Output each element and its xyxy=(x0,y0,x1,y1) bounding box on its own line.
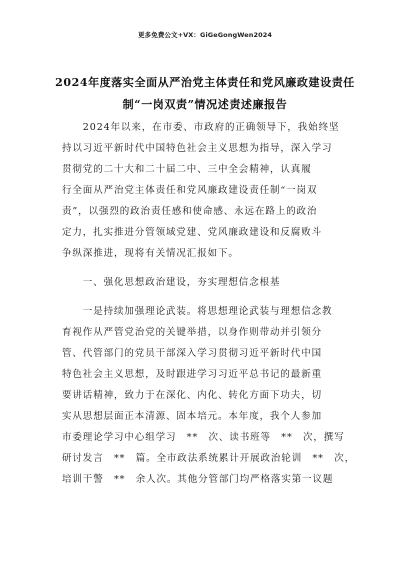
text-line: 贯彻党的二十大和二十届二中、三中全会精神，认真履 xyxy=(62,164,312,175)
section-heading: 一、强化思想政治建设，夯实理想信念根基 xyxy=(62,277,281,288)
text-line: 实从思想层面正本清源、固本培元。本年度，我个人参加 xyxy=(62,411,323,422)
text-line: 持以习近平新时代中国特色社会主义思想为指导，深入学习 xyxy=(62,143,333,154)
text-line: 争纵深推进，现将有关情况汇报如下。 xyxy=(62,248,239,259)
text-line: 行全面从严治党主体责任和党风廉政建设责任制“一岗双 xyxy=(62,185,318,196)
text-line: 研讨发言 ** 篇。全市政法系统累计开展政治轮训 ** 次， xyxy=(62,453,356,464)
title-line-2: 制“一岗双责”情况述责述廉报告 xyxy=(122,98,288,111)
text-line: 市委理论学习中心组学习 ** 次、读书班等 ** 次，撰写 xyxy=(62,432,345,443)
text-line: 育视作从严管党治党的关键举措，以身作则带动并引领分 xyxy=(62,327,323,338)
text-line: 培训干警 ** 余人次。其他分管部门均严格落实第一议题 xyxy=(62,474,334,485)
document-title xyxy=(40,72,370,116)
header-note: 更多免费公文+VX：GiGeGongWen2024 xyxy=(138,31,272,39)
text-line: 管、代管部门的党员干部深入学习贯彻习近平新时代中国 xyxy=(62,348,323,359)
text-line: 要讲话精神，致力于在深化、内化、转化方面下功夫，切 xyxy=(62,390,323,401)
document-body xyxy=(62,117,356,490)
text-line: 2024年以来，在市委、市政府的正确领导下，我始终坚 xyxy=(62,122,340,133)
text-line: 特色社会主义思想，及时跟进学习习近平总书记的最新重 xyxy=(62,369,323,380)
text-line: 定力，扎实推进分管领域党建、党风廉政建设和反腐败斗 xyxy=(62,227,323,238)
text-line: 一是持续加强理论武装。将思想理论武装与理想信念教 xyxy=(62,306,333,317)
intro-paragraph xyxy=(62,117,352,264)
title-line-1: 2024年度落实全面从严治党主体责任和党风廉政建设责任 xyxy=(55,76,355,89)
text-line: 责”，以强烈的政治责任感和使命感、永远在路上的政治 xyxy=(62,206,318,217)
section-paragraph xyxy=(62,301,356,490)
